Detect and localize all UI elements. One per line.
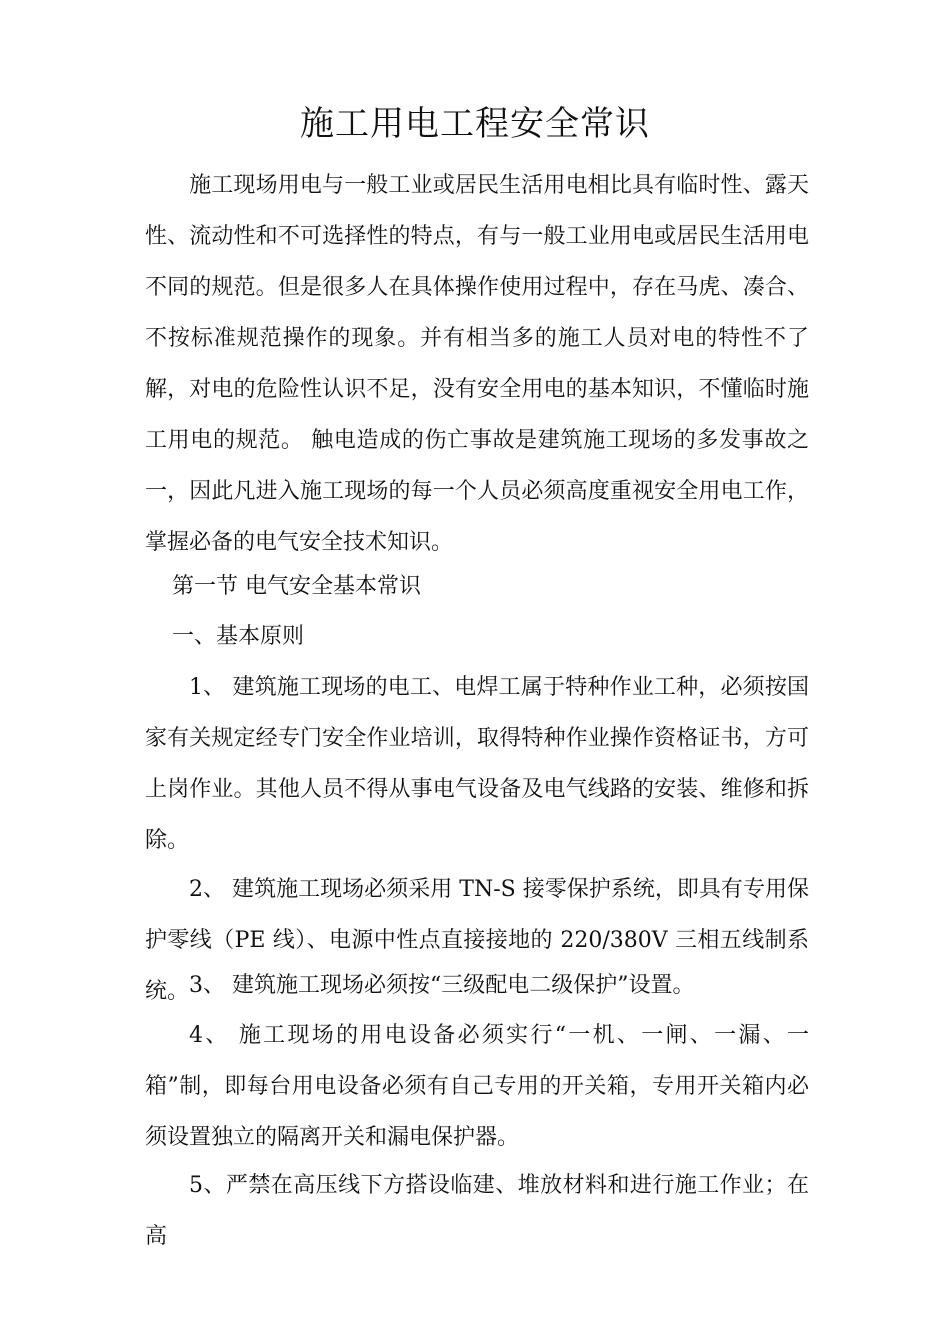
list-item-text: 5、严禁在高压线下方搭设临建、堆放材料和进行施工作业；在高 xyxy=(145,1173,809,1249)
subsection-heading: 一、基本原则 xyxy=(172,624,305,649)
section-heading: 第一节 电气安全基本常识 xyxy=(172,574,421,599)
document-title: 施工用电工程安全常识 xyxy=(300,104,650,144)
list-item-text: 2、 建筑施工现场必须采用 TN-S 接零保护系统，即具有专用保护零线（PE 线）、电源中性点直接接地的 220/380V 三相五线制系统。 xyxy=(145,877,809,1004)
list-item-text: 3、 建筑施工现场必须按“三级配电二级保护”设置。 xyxy=(189,973,695,998)
list-item-text: 4、 施工现场的用电设备必须实行“一机、一闸、一漏、一箱”制，即每台用电设备必须有自己专用的开关箱，专用开关箱内必须设置独立的隔离开关和漏电保护器。 xyxy=(145,1023,809,1150)
list-item-1 xyxy=(145,662,809,866)
list-item-text: 1、 建筑施工现场的电工、电焊工属于特种作业工种，必须按国家有关规定经专门安全作业培训，取得特种作业操作资格证书，方可上岗作业。其他人员不得从事电气设备及电气线路的安装、维修和拆除。 xyxy=(145,675,809,853)
intro-paragraph xyxy=(145,160,809,568)
list-item-4 xyxy=(145,1010,809,1163)
list-item-3 xyxy=(145,960,809,1011)
list-item-5 xyxy=(145,1160,809,1262)
intro-text: 施工现场用电与一般工业或居民生活用电相比具有临时性、露天性、流动性和不可选择性的特点，有与一般工业用电或居民生活用电不同的规范。但是很多人在具体操作使用过程中，存在马虎、凑合、不按标准规范操作的现象。并有相当多的施工人员对电的特性不了解，对电的危险性认识不足，没有安全用电的基本知识，不懂临时施工用电的规范。 触电造成的伤亡事故是建筑施工现场的多发事故之一，因此凡进入施工现场的每一个人员必须高度重视安全用电工作，掌握必备的电气安全技术知识。 xyxy=(145,173,809,555)
